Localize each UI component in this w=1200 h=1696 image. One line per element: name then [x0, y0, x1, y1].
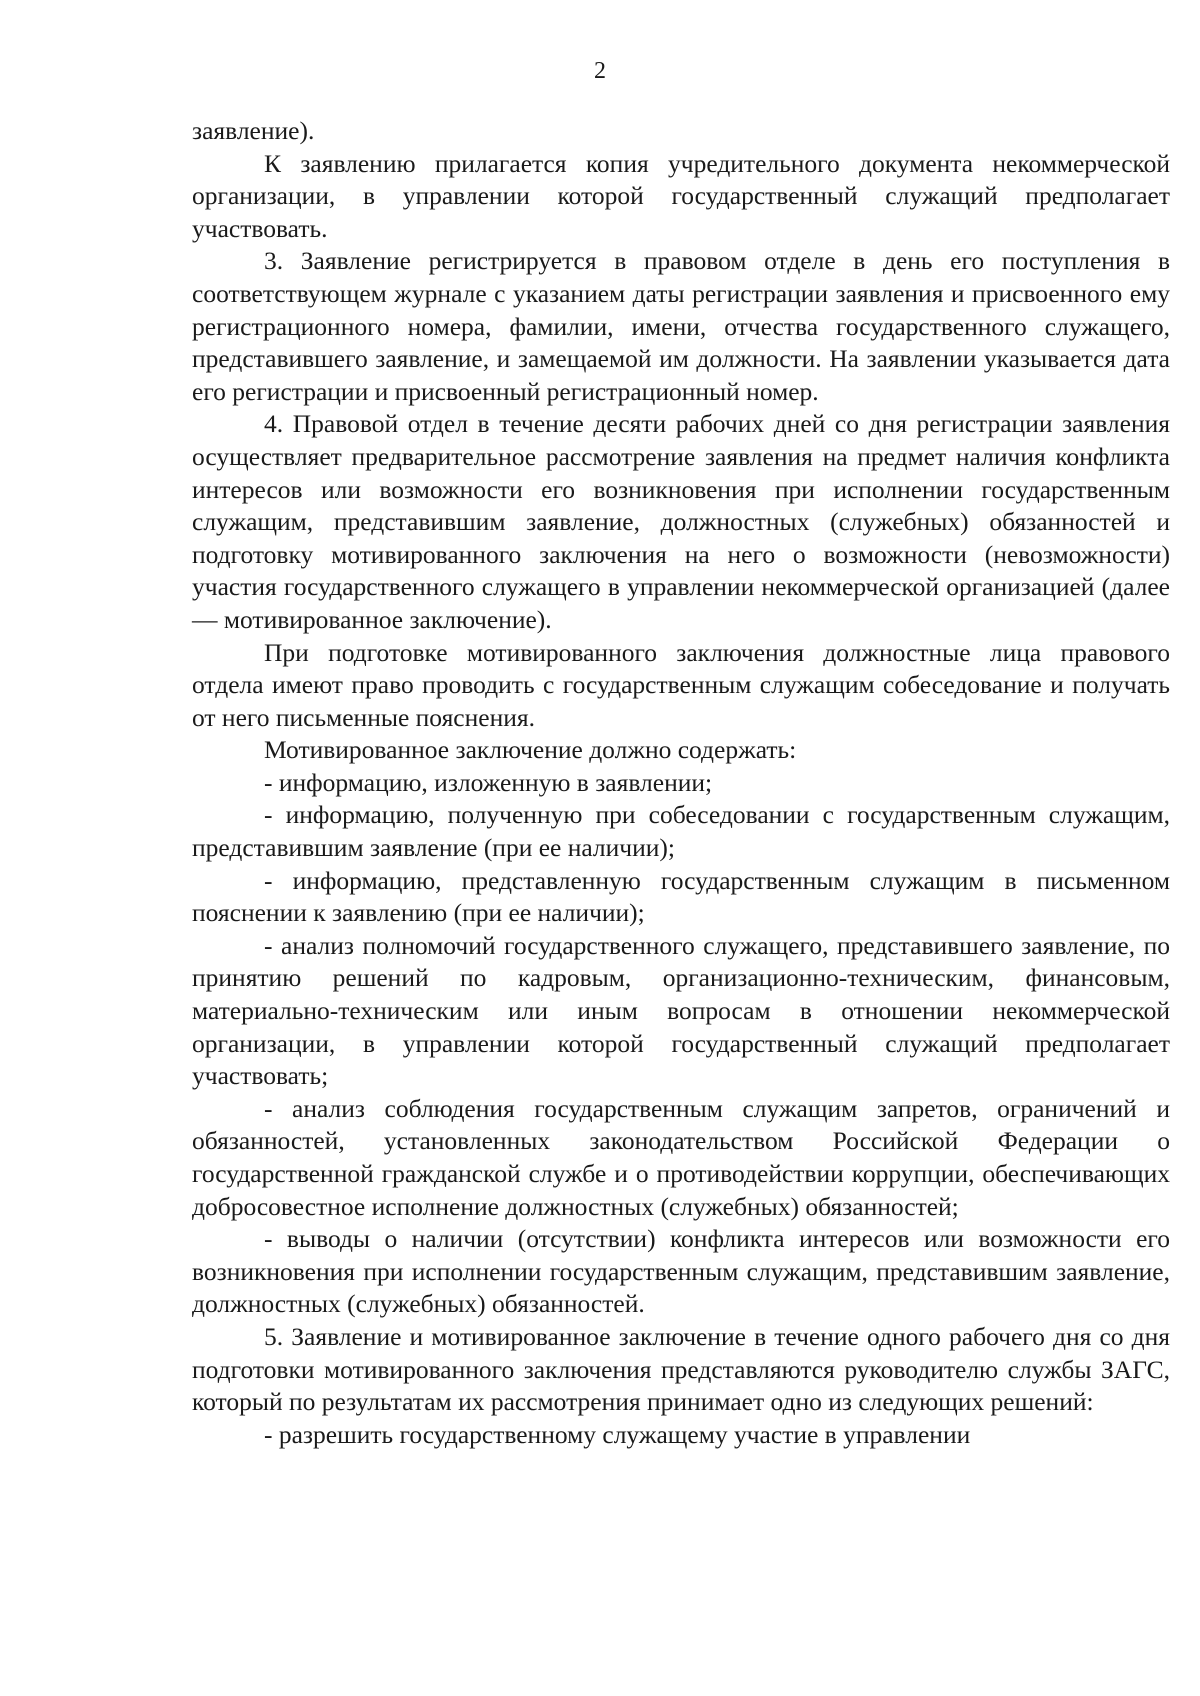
list-item: - анализ соблюдения государственным служащим запретов, ограничений и обязанностей, установленных законодательством Российской Федерации о государственной гражданской службе и о противодействии коррупции, обеспечивающих добросовестное исполнение должностных (служебных) обязанностей;: [192, 1093, 1170, 1221]
paragraph-continuation: заявление).: [192, 116, 315, 145]
document-body: [192, 115, 1170, 1451]
page-number: 2: [594, 58, 606, 84]
list-item: - информацию, полученную при собеседовании с государственным служащим, представившим заявление (при ее наличии);: [192, 800, 1170, 863]
paragraph-conclusion-contents: Мотивированное заключение должно содержать:: [264, 735, 797, 765]
list-item: - разрешить государственному служащему участие в управлении: [264, 1419, 971, 1449]
paragraph-clause-4: 4. Правовой отдел в течение десяти рабочих дней со дня регистрации заявления осуществляет предварительное рассмотрение заявления на предмет наличия конфликта интересов или возможности его возникновения при исполнении государственным служащим, представившим заявление, должностных (служебных) обязанностей и подготовку мотивированного заключения на него о возможности (невозможности) участия государственного служащего в управлении некоммерческой организацией (далее — мотивированное заключение).: [192, 409, 1170, 634]
paragraph-clause-3: 3. Заявление регистрируется в правовом отделе в день его поступления в соответствующем журнале с указанием даты регистрации заявления и присвоенного ему регистрационного номера, фамилии, имени, отчества государственного служащего, представившего заявление, и замещаемой им должности. На заявлении указывается дата его регистрации и присвоенный регистрационный номер.: [192, 246, 1170, 406]
paragraph-clause-5: 5. Заявление и мотивированное заключение в течение одного рабочего дня со дня подготовки мотивированного заключения представляются руководителю службы ЗАГС, который по результатам их рассмотрения принимает одно из следующих решений:: [192, 1321, 1170, 1417]
paragraph-attachment: К заявлению прилагается копия учредительного документа некоммерческой организации, в управлении которой государственный служащий предполагает участвовать.: [192, 148, 1170, 243]
list-item: - информацию, представленную государственным служащим в письменном пояснении к заявлению (при ее наличии);: [192, 865, 1170, 928]
list-item: - информацию, изложенную в заявлении;: [264, 767, 713, 797]
list-item: - анализ полномочий государственного служащего, представившего заявление, по принятию решений по кадровым, организационно-техническим, финансовым, материально-техническим или иным вопросам в отношении некоммерческой организации, в управлении которой государственный служащий предполагает участвовать;: [192, 930, 1170, 1091]
list-item: - выводы о наличии (отсутствии) конфликта интересов или возможности его возникновения при исполнении государственным служащим, представившим заявление, должностных (служебных) обязанностей.: [192, 1224, 1170, 1319]
paragraph-interview: При подготовке мотивированного заключения должностные лица правового отдела имеют право проводить с государственным служащим собеседование и получать от него письменные пояснения.: [192, 637, 1170, 732]
